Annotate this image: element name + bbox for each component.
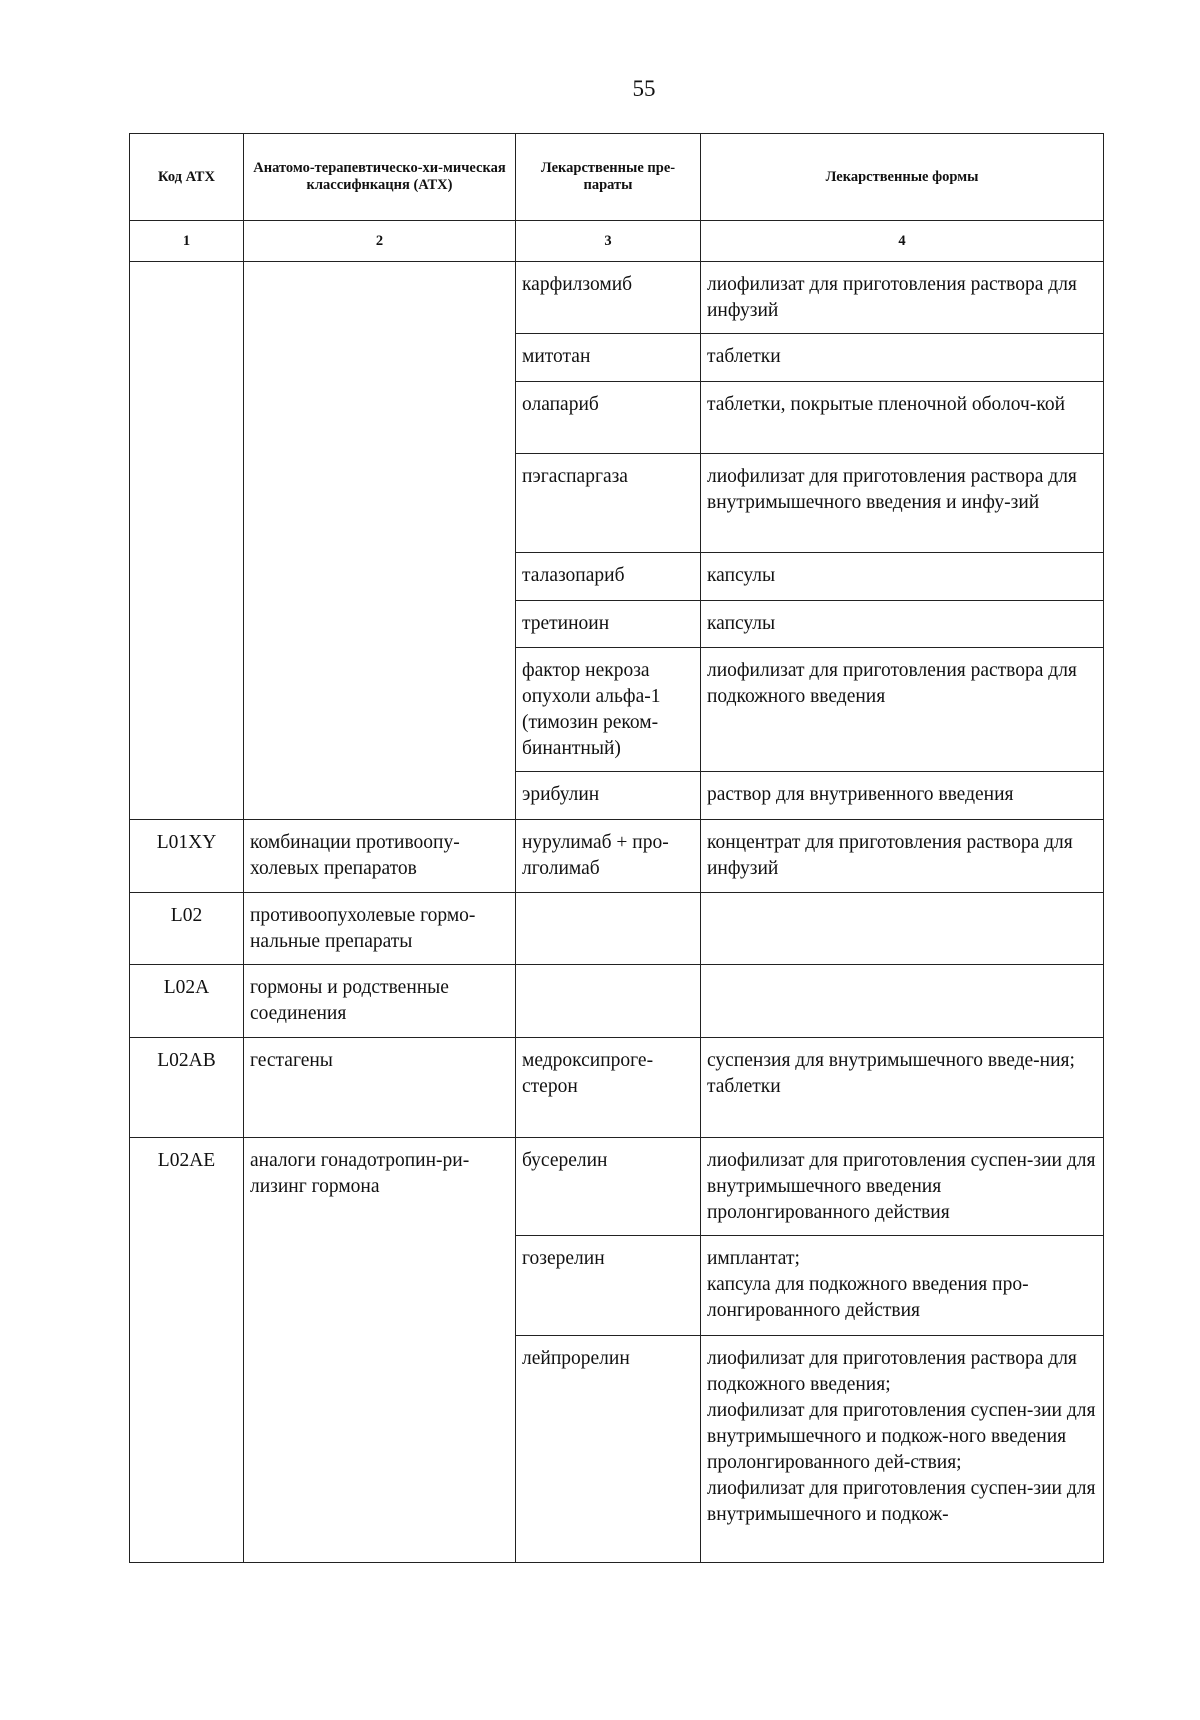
dosage-form-cell: лиофилизат для приготовления суспен-зии для внутримышечного введения пролонгированного действия — [701, 1138, 1104, 1236]
dosage-form-cell: лиофилизат для приготовления раствора для подкожного введения; лиофилизат для приготовления суспен-зии для внутримышечного и подкож-ного введения пролонгированного дей-ствия; лиофилизат для приготовления суспен-зии для внутримышечного и подкож- — [701, 1336, 1104, 1563]
dosage-form-cell: лиофилизат для приготовления раствора для внутримышечного введения и инфу-зий — [701, 454, 1104, 553]
atx-code-cell: L02A — [130, 965, 244, 1038]
drug-cell: фактор некроза опухоли альфа-1 (тимозин реком-бинантный) — [516, 648, 701, 772]
table-row — [130, 1138, 1104, 1236]
drug-cell: гозерелин — [516, 1236, 701, 1336]
atx-code-cell: L02AE — [130, 1138, 244, 1563]
atx-code-cell: L02AB — [130, 1038, 244, 1138]
atx-class-cell: аналоги гонадотропин-ри-лизинг гормона — [244, 1138, 516, 1563]
table-row — [130, 893, 1104, 965]
atx-class-cell: гормоны и родственные соединения — [244, 965, 516, 1038]
drug-cell: митотан — [516, 334, 701, 382]
column-number: 1 — [130, 221, 244, 262]
dosage-form-cell: лиофилизат для приготовления раствора для подкожного введения — [701, 648, 1104, 772]
dosage-form-cell — [701, 893, 1104, 965]
drug-cell: олапариб — [516, 382, 701, 454]
table-row — [130, 820, 1104, 893]
drug-cell — [516, 965, 701, 1038]
drug-cell: лейпрорелин — [516, 1336, 701, 1563]
dosage-form-cell: таблетки — [701, 334, 1104, 382]
drug-cell: медроксипроге-стерон — [516, 1038, 701, 1138]
atx-code-cell: L02 — [130, 893, 244, 965]
drug-cell: пэгаспаргаза — [516, 454, 701, 553]
drug-cell: третиноин — [516, 601, 701, 648]
atx-class-cell: гестагены — [244, 1038, 516, 1138]
atx-class-cell: противоопухолевые гормо-нальные препараты — [244, 893, 516, 965]
column-number: 3 — [516, 221, 701, 262]
atx-code-cell — [130, 262, 244, 820]
column-number: 4 — [701, 221, 1104, 262]
drug-cell: карфилзомиб — [516, 262, 701, 334]
header-atx-code: Код АТХ — [130, 134, 244, 221]
header-drugs: Лекарственные пре-параты — [516, 134, 701, 221]
dosage-form-cell: имплантат; капсула для подкожного введения про-лонгированного действия — [701, 1236, 1104, 1336]
header-dosage-forms: Лекарственные формы — [701, 134, 1104, 221]
table-header-row — [130, 134, 1104, 221]
table-row — [130, 965, 1104, 1038]
page-number: 55 — [632, 76, 656, 101]
drug-cell: бусерелин — [516, 1138, 701, 1236]
dosage-form-cell: капсулы — [701, 553, 1104, 601]
drug-cell: талазопариб — [516, 553, 701, 601]
atx-class-cell — [244, 262, 516, 820]
drug-cell: нурулимаб + про-лголимаб — [516, 820, 701, 893]
header-atx-classification: Анатомо-терапевтическо-хи-мическая классифнкацня (АТХ) — [244, 134, 516, 221]
dosage-form-cell: лиофилизат для приготовления раствора для инфузий — [701, 262, 1104, 334]
column-number: 2 — [244, 221, 516, 262]
drug-cell — [516, 893, 701, 965]
column-number-row — [130, 221, 1104, 262]
dosage-form-cell — [701, 965, 1104, 1038]
dosage-form-cell: суспензия для внутримышечного введе-ния; таблетки — [701, 1038, 1104, 1138]
atx-table — [129, 133, 1104, 1563]
dosage-form-cell: концентрат для приготовления раствора для инфузий — [701, 820, 1104, 893]
atx-code-cell: L01XY — [130, 820, 244, 893]
table-row — [130, 1038, 1104, 1138]
dosage-form-cell: раствор для внутривенного введения — [701, 772, 1104, 820]
atx-class-cell: комбинации противоопу-холевых препаратов — [244, 820, 516, 893]
drug-cell: эрибулин — [516, 772, 701, 820]
dosage-form-cell: таблетки, покрытые пленочной оболоч-кой — [701, 382, 1104, 454]
table-row — [130, 262, 1104, 334]
dosage-form-cell: капсулы — [701, 601, 1104, 648]
